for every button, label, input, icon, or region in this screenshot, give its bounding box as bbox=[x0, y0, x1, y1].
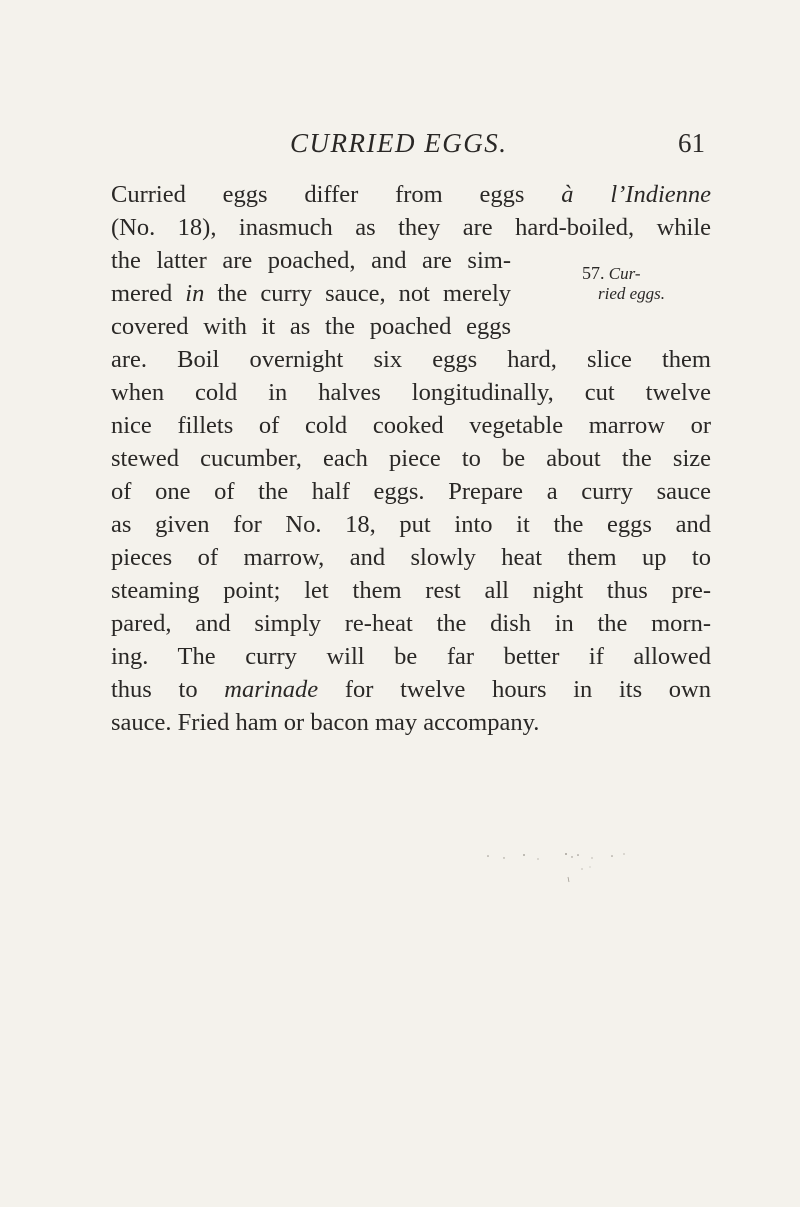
text-line-4-before: mered bbox=[111, 280, 186, 307]
text-line-11: as given for No. 18, put into it the eggs and bbox=[111, 511, 711, 538]
marginal-note-number: 57. bbox=[582, 263, 605, 283]
text-line-1 bbox=[111, 178, 711, 211]
text-line-2: (No. 18), inasmuch as they are hard-boiled, while bbox=[111, 214, 711, 241]
text-line-12: pieces of marrow, and slowly heat them up to bbox=[111, 544, 711, 571]
text-line-6: are. Boil overnight six eggs hard, slice them bbox=[111, 346, 711, 373]
text-line-8: nice fillets of cold cooked vegetable marrow or bbox=[111, 412, 711, 439]
running-title: CURRIED EGGS. bbox=[290, 128, 508, 158]
marginal-note-line2: ried eggs. bbox=[598, 284, 666, 303]
text-line-17: sauce. Fried ham or bacon may accompany. bbox=[111, 709, 540, 736]
text-line-16 bbox=[111, 673, 711, 706]
text-line-16-after: for twelve hours in its own bbox=[318, 676, 711, 703]
text-line-4 bbox=[111, 277, 511, 310]
italic-word-marinade: marinade bbox=[224, 676, 319, 703]
text-line-7: when cold in halves longitudinally, cut twelve bbox=[111, 379, 711, 406]
recipe-paragraph bbox=[111, 178, 711, 739]
page-number: 61 bbox=[678, 128, 705, 158]
text-line-5: covered with it as the poached eggs bbox=[111, 313, 511, 340]
paper-specks bbox=[480, 828, 680, 898]
text-line-13: steaming point; let them rest all night thus pre- bbox=[111, 577, 711, 604]
text-line-4-after: the curry sauce, not merely bbox=[204, 280, 512, 307]
marginal-note-line1: Cur- bbox=[608, 264, 641, 283]
text-line-1-plain: Curried eggs differ from eggs bbox=[111, 181, 562, 208]
text-line-14: pared, and simply re-heat the dish in the morn- bbox=[111, 610, 711, 637]
text-line-15: ing. The curry will be far better if allowed bbox=[111, 643, 711, 670]
text-line-16-before: thus to bbox=[111, 676, 225, 703]
text-line-3: the latter are poached, and are sim- bbox=[111, 247, 511, 274]
italic-phrase-a-l-indienne: à l’Indienne bbox=[561, 181, 711, 208]
italic-word-in: in bbox=[185, 280, 205, 307]
text-line-10: of one of the half eggs. Prepare a curry sauce bbox=[111, 478, 711, 505]
running-head bbox=[0, 128, 800, 168]
text-line-9: stewed cucumber, each piece to be about the size bbox=[111, 445, 711, 472]
